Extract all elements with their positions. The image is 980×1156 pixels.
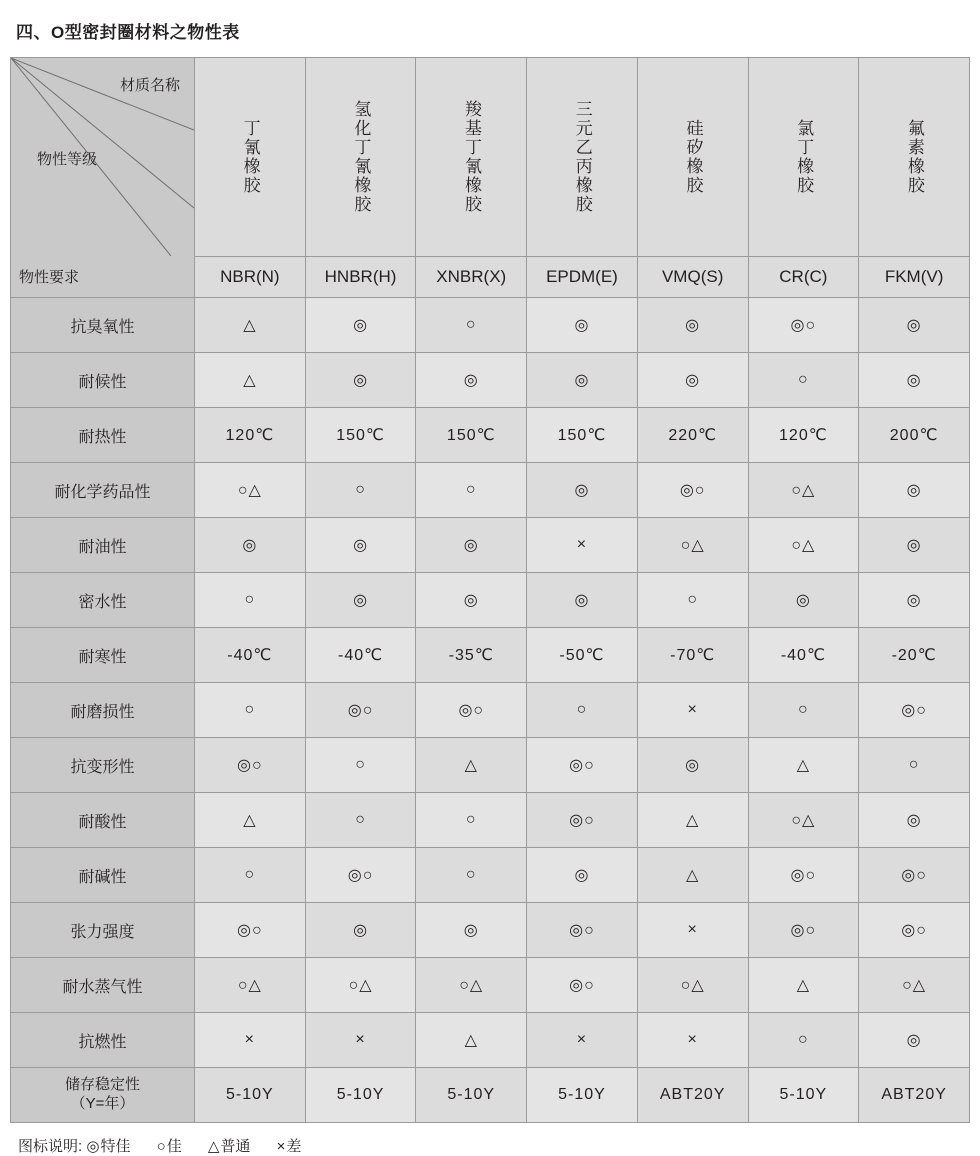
- cell: ◎: [527, 463, 638, 518]
- table-row: [11, 408, 970, 463]
- table-row: [11, 518, 970, 573]
- cell: ◎: [416, 518, 527, 573]
- cell: ◎○: [859, 903, 970, 958]
- material-properties-table: [10, 57, 970, 1123]
- cell: ○△: [637, 958, 748, 1013]
- cell: ◎: [637, 353, 748, 408]
- cell: 5-10Y: [527, 1068, 638, 1123]
- cell: ○: [195, 573, 306, 628]
- material-name: 氢化丁氰橡胶: [351, 100, 371, 214]
- table-row: [11, 848, 970, 903]
- cell: ×: [637, 1013, 748, 1068]
- cell: -20℃: [859, 628, 970, 683]
- table-row: [11, 1013, 970, 1068]
- cell: ◎○: [637, 463, 748, 518]
- material-code-hnbr: HNBR(H): [305, 257, 416, 298]
- row-label: 密水性: [11, 573, 195, 628]
- row-label: 耐磨损性: [11, 683, 195, 738]
- cross-icon: ×: [276, 1138, 287, 1155]
- legend: [18, 1135, 970, 1156]
- cell: ◎: [527, 353, 638, 408]
- cell: ◎○: [527, 738, 638, 793]
- material-code-vmq: VMQ(S): [637, 257, 748, 298]
- table-row: [11, 573, 970, 628]
- material-header-xnbr: [416, 58, 527, 257]
- material-code-fkm: FKM(V): [859, 257, 970, 298]
- cell: ◎○: [859, 683, 970, 738]
- cell: ◎○: [195, 903, 306, 958]
- table-row: [11, 958, 970, 1013]
- cell: ◎○: [748, 848, 859, 903]
- cell: ○: [748, 683, 859, 738]
- cell: ○: [416, 463, 527, 518]
- cell: ◎○: [416, 683, 527, 738]
- cell: ○: [416, 793, 527, 848]
- table-row: [11, 1068, 970, 1123]
- legend-text: 差: [286, 1138, 302, 1155]
- legend-item-average: [208, 1138, 255, 1155]
- table-corner-header: [11, 58, 195, 298]
- cell: -50℃: [527, 628, 638, 683]
- material-code-epdm: EPDM(E): [527, 257, 638, 298]
- cell: ◎: [416, 903, 527, 958]
- table-body: [11, 58, 970, 1123]
- cell: △: [748, 738, 859, 793]
- cell: ◎: [305, 903, 416, 958]
- row-label: 耐酸性: [11, 793, 195, 848]
- material-header-vmq: [637, 58, 748, 257]
- row-label: 抗臭氧性: [11, 298, 195, 353]
- material-name: 氯丁橡胶: [794, 119, 814, 195]
- cell: ◎: [527, 848, 638, 903]
- cell: △: [195, 298, 306, 353]
- corner-requirement-label: 物性要求: [19, 269, 80, 286]
- material-header-nbr: [195, 58, 306, 257]
- row-label: 耐化学药品性: [11, 463, 195, 518]
- cell: ◎○: [527, 958, 638, 1013]
- material-name: 氟素橡胶: [904, 119, 924, 195]
- cell: ○: [195, 848, 306, 903]
- double-circle-icon: ◎: [86, 1138, 101, 1155]
- cell: ○△: [416, 958, 527, 1013]
- row-label: 耐碱性: [11, 848, 195, 903]
- cell: 150℃: [416, 408, 527, 463]
- cell: ◎: [527, 298, 638, 353]
- material-code-xnbr: XNBR(X): [416, 257, 527, 298]
- cell: 150℃: [527, 408, 638, 463]
- cell: ○△: [859, 958, 970, 1013]
- cell: ×: [637, 683, 748, 738]
- cell: ◎: [859, 793, 970, 848]
- cell: 5-10Y: [416, 1068, 527, 1123]
- row-label-line2: （Y=年）: [70, 1095, 135, 1112]
- cell: ○△: [305, 958, 416, 1013]
- cell: ◎○: [305, 848, 416, 903]
- cell: ○: [305, 793, 416, 848]
- cell: ◎○: [527, 793, 638, 848]
- cell: △: [637, 793, 748, 848]
- cell: ◎: [637, 738, 748, 793]
- cell: ○: [637, 573, 748, 628]
- material-name: 三元乙丙橡胶: [572, 100, 592, 214]
- cell: 5-10Y: [195, 1068, 306, 1123]
- circle-icon: ○: [156, 1138, 167, 1155]
- material-header-cr: [748, 58, 859, 257]
- cell: ◎○: [748, 298, 859, 353]
- legend-item-poor: [277, 1138, 302, 1155]
- table-row: [11, 738, 970, 793]
- cell: ○△: [637, 518, 748, 573]
- table-row: [11, 353, 970, 408]
- cell: △: [195, 353, 306, 408]
- cell: ◎: [305, 353, 416, 408]
- legend-text: 普通: [220, 1138, 251, 1155]
- cell: ◎○: [748, 903, 859, 958]
- cell: ◎: [195, 518, 306, 573]
- cell: -40℃: [195, 628, 306, 683]
- cell: ◎: [859, 463, 970, 518]
- cell: ○: [748, 353, 859, 408]
- row-label: [11, 1068, 195, 1123]
- cell: -35℃: [416, 628, 527, 683]
- material-name: 丁氰橡胶: [240, 119, 260, 195]
- cell: △: [416, 738, 527, 793]
- cell: ○△: [748, 518, 859, 573]
- cell: ◎: [859, 573, 970, 628]
- row-label: 耐水蒸气性: [11, 958, 195, 1013]
- legend-item-excellent: [86, 1138, 134, 1155]
- cell: ◎: [305, 298, 416, 353]
- row-label: 耐油性: [11, 518, 195, 573]
- cell: ○: [748, 1013, 859, 1068]
- table-row: [11, 463, 970, 518]
- cell: ABT20Y: [637, 1068, 748, 1123]
- corner-grade-label: 物性等级: [37, 151, 98, 168]
- cell: ○△: [748, 463, 859, 518]
- cell: ○△: [195, 958, 306, 1013]
- cell: 200℃: [859, 408, 970, 463]
- material-code-nbr: NBR(N): [195, 257, 306, 298]
- row-label: 耐热性: [11, 408, 195, 463]
- material-header-hnbr: [305, 58, 416, 257]
- table-row: [11, 298, 970, 353]
- cell: 120℃: [748, 408, 859, 463]
- legend-item-good: [157, 1138, 186, 1155]
- cell: -70℃: [637, 628, 748, 683]
- cell: ◎: [859, 1013, 970, 1068]
- material-header-fkm: [859, 58, 970, 257]
- cell: ◎○: [305, 683, 416, 738]
- row-label: 耐候性: [11, 353, 195, 408]
- material-code-cr: CR(C): [748, 257, 859, 298]
- cell: ◎○: [527, 903, 638, 958]
- cell: -40℃: [748, 628, 859, 683]
- cell: ◎: [305, 573, 416, 628]
- page-title: 四、O型密封圈材料之物性表: [16, 23, 240, 42]
- cell: ◎: [859, 518, 970, 573]
- cell: 220℃: [637, 408, 748, 463]
- row-label: 耐寒性: [11, 628, 195, 683]
- legend-text: 佳: [166, 1138, 182, 1155]
- corner-material-label: 材质名称: [119, 77, 180, 94]
- row-label-line1: 储存稳定性: [64, 1076, 140, 1094]
- cell: ◎: [859, 298, 970, 353]
- cell: ◎: [416, 353, 527, 408]
- row-label: 抗燃性: [11, 1013, 195, 1068]
- row-label: 抗变形性: [11, 738, 195, 793]
- cell: ×: [527, 518, 638, 573]
- material-name: 羧基丁氰橡胶: [462, 100, 482, 214]
- table-row: [11, 793, 970, 848]
- cell: ○: [305, 738, 416, 793]
- cell: ×: [527, 1013, 638, 1068]
- cell: 120℃: [195, 408, 306, 463]
- triangle-icon: △: [207, 1138, 221, 1155]
- cell: 5-10Y: [748, 1068, 859, 1123]
- cell: ○: [305, 463, 416, 518]
- cell: ◎: [305, 518, 416, 573]
- row-label: 张力强度: [11, 903, 195, 958]
- table-header-row: [11, 58, 970, 257]
- cell: △: [748, 958, 859, 1013]
- cell: ◎○: [859, 848, 970, 903]
- cell: △: [416, 1013, 527, 1068]
- cell: △: [637, 848, 748, 903]
- cell: ◎: [859, 353, 970, 408]
- material-header-epdm: [527, 58, 638, 257]
- cell: ○: [416, 298, 527, 353]
- table-row: [11, 683, 970, 738]
- cell: ◎: [748, 573, 859, 628]
- cell: △: [195, 793, 306, 848]
- cell: ×: [637, 903, 748, 958]
- cell: ○△: [748, 793, 859, 848]
- cell: ◎: [416, 573, 527, 628]
- cell: ◎: [527, 573, 638, 628]
- legend-prefix: 图标说明:: [18, 1138, 83, 1155]
- cell: 5-10Y: [305, 1068, 416, 1123]
- cell: ◎○: [195, 738, 306, 793]
- cell: ◎: [637, 298, 748, 353]
- material-name: 硅矽橡胶: [683, 119, 703, 195]
- cell: ○: [859, 738, 970, 793]
- cell: ○: [195, 683, 306, 738]
- cell: ○△: [195, 463, 306, 518]
- cell: ○: [527, 683, 638, 738]
- cell: ×: [305, 1013, 416, 1068]
- cell: ○: [416, 848, 527, 903]
- cell: -40℃: [305, 628, 416, 683]
- table-row: [11, 628, 970, 683]
- legend-text: 特佳: [100, 1138, 131, 1155]
- cell: ABT20Y: [859, 1068, 970, 1123]
- cell: ×: [195, 1013, 306, 1068]
- cell: 150℃: [305, 408, 416, 463]
- table-row: [11, 903, 970, 958]
